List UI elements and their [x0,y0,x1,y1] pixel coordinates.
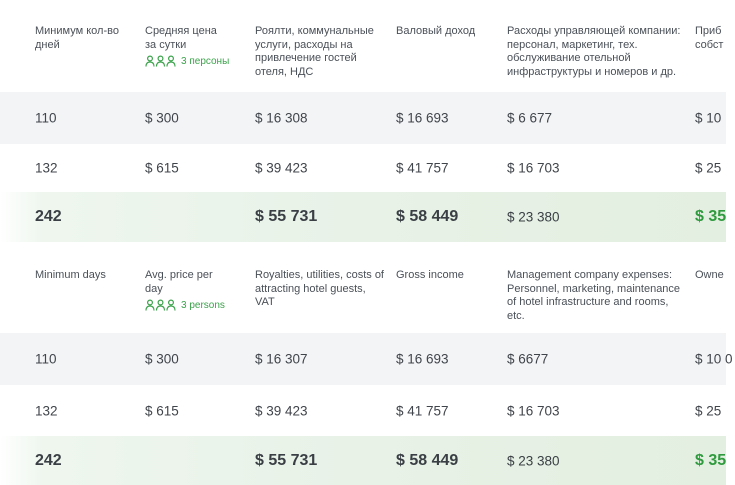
total-days: 242 [35,208,62,225]
cell-royalties: $ 39 423 [255,403,308,418]
cell-owner: $ 25 [695,403,722,418]
cell-royalties: $ 16 308 [255,110,308,126]
cell-management: $ 16 703 [507,403,560,418]
header-min-days: Minimum days [35,269,106,281]
header-gross-income: Gross income [396,269,464,281]
header-owner-profit: Приб собст [695,25,724,51]
header-royalties: Royalties, utilities, costs of attracting hotel guests, VAT [255,269,384,308]
cell-owner: $ 10 [695,110,722,126]
total-management: $ 23 380 [507,209,560,225]
table-header [0,243,726,333]
table-row [0,144,726,192]
header-avg-price: Средняя цена за сутки [145,25,217,51]
cell-price: $ 615 [145,403,179,418]
cell-royalties: $ 39 423 [255,160,308,176]
cell-management: $ 6 677 [507,110,553,126]
cell-owner: $ 10 0 [695,351,733,367]
table-row [0,92,726,144]
cell-royalties: $ 16 307 [255,351,308,367]
cell-price: $ 615 [145,160,179,176]
total-gross: $ 58 449 [396,208,459,225]
total-owner: $ 35 [695,451,727,469]
header-avg-price-group [145,25,250,67]
table-header [0,0,726,92]
cell-days: 110 [35,351,57,367]
cell-days: 110 [35,110,57,126]
table-en [0,243,733,485]
table-ru [0,0,726,243]
header-gross-income: Валовый доход [396,25,476,37]
cell-price: $ 300 [145,351,179,367]
header-avg-price-group [145,269,250,311]
cell-price: $ 300 [145,110,179,126]
total-owner: $ 35 [695,208,727,225]
persons-label: 3 персоны [181,55,230,67]
cell-days: 132 [35,160,58,176]
three-persons-icon [145,299,176,311]
table-row [0,385,726,436]
table-row [0,333,733,385]
table-total-row [0,436,726,485]
total-management: $ 23 380 [507,453,560,468]
persons-badge [145,299,250,311]
total-gross: $ 58 449 [396,451,459,469]
cell-gross: $ 41 757 [396,160,449,176]
header-management-expenses: Management company expenses: Personnel, marketing, maintenance of hotel infrastructure and rooms, etc. [507,269,681,322]
persons-badge [145,55,250,67]
total-royalties: $ 55 731 [255,208,318,225]
header-owner-profit: Owne [695,269,724,281]
cell-management: $ 16 703 [507,160,560,176]
header-avg-price: Avg. price per day [145,269,213,295]
persons-label: 3 persons [181,299,225,311]
cell-gross: $ 16 693 [396,110,449,126]
three-persons-icon [145,55,176,67]
total-royalties: $ 55 731 [255,451,318,469]
cell-management: $ 6677 [507,351,549,367]
cell-owner: $ 25 [695,160,722,176]
total-days: 242 [35,451,62,469]
header-management-expenses: Расходы управляющей компании: персонал, маркетинг, тех. обслуживание отельной инфраструктуры и номеров и др. [507,25,681,78]
cell-gross: $ 41 757 [396,403,449,418]
cell-gross: $ 16 693 [396,351,449,367]
table-total-row [0,192,726,242]
header-min-days: Минимум кол-во дней [35,25,119,51]
cell-days: 132 [35,403,58,418]
header-royalties: Роялти, коммунальные услуги, расходы на привлечение гостей отеля, НДС [255,25,374,78]
